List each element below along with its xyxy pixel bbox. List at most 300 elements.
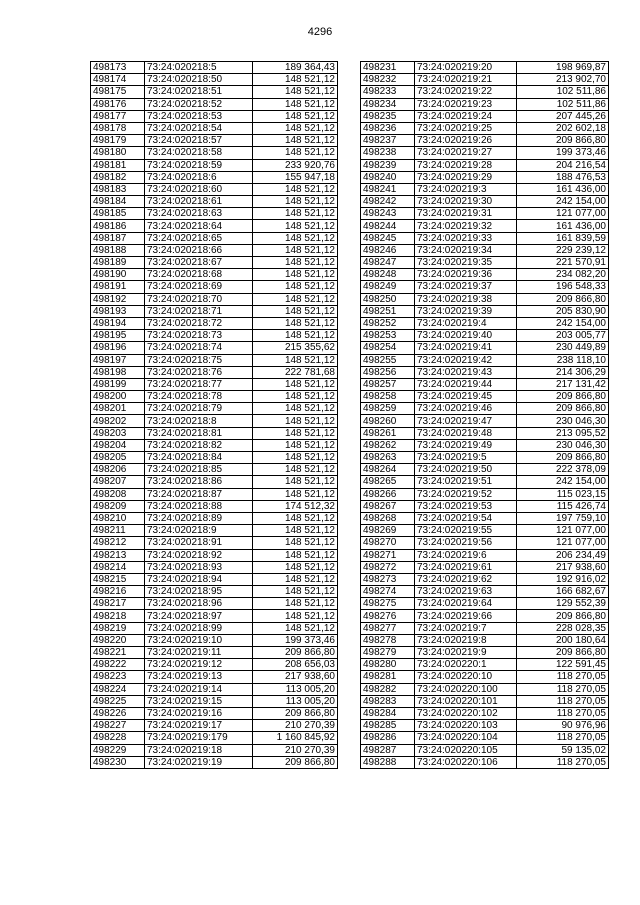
table-row [91, 452, 338, 464]
row-number: 498237 [361, 135, 415, 147]
cadastral-number: 73:24:020219:8 [415, 634, 517, 646]
table-row [91, 427, 338, 439]
cadastral-number: 73:24:020219:23 [415, 98, 517, 110]
row-number: 498221 [91, 647, 145, 659]
cadastral-number: 73:24:020219:4 [415, 317, 517, 329]
cadastral-number: 73:24:020219:31 [415, 208, 517, 220]
table-row [361, 232, 609, 244]
cadastral-value: 200 180,64 [517, 634, 609, 646]
row-number: 498175 [91, 86, 145, 98]
table-row [361, 573, 609, 585]
row-number: 498202 [91, 415, 145, 427]
cadastral-value: 115 426,74 [517, 500, 609, 512]
cadastral-number: 73:24:020218:78 [145, 391, 253, 403]
cadastral-value: 148 521,12 [253, 391, 338, 403]
cadastral-value: 209 866,80 [253, 647, 338, 659]
cadastral-number: 73:24:020219:47 [415, 415, 517, 427]
cadastral-number: 73:24:020219:37 [415, 281, 517, 293]
row-number: 498219 [91, 622, 145, 634]
table-row [361, 159, 609, 171]
row-number: 498216 [91, 586, 145, 598]
cadastral-number: 73:24:020219:14 [145, 683, 253, 695]
cadastral-value: 148 521,12 [253, 110, 338, 122]
cadastral-value: 113 005,20 [253, 695, 338, 707]
row-number: 498199 [91, 378, 145, 390]
cadastral-number: 73:24:020218:71 [145, 305, 253, 317]
table-row [361, 147, 609, 159]
table-row [361, 196, 609, 208]
cadastral-number: 73:24:020219:29 [415, 171, 517, 183]
table-row [361, 598, 609, 610]
cadastral-value: 174 512,32 [253, 500, 338, 512]
row-number: 498246 [361, 244, 415, 256]
cadastral-number: 73:24:020219:45 [415, 391, 517, 403]
table-row [361, 488, 609, 500]
cadastral-number: 73:24:020219:52 [415, 488, 517, 500]
cadastral-value: 121 077,00 [517, 525, 609, 537]
row-number: 498254 [361, 342, 415, 354]
cadastral-value: 198 969,87 [517, 62, 609, 74]
cadastral-value: 209 866,80 [253, 707, 338, 719]
table-row [91, 720, 338, 732]
cadastral-value: 148 521,12 [253, 378, 338, 390]
table-row [361, 512, 609, 524]
cadastral-number: 73:24:020218:64 [145, 220, 253, 232]
cadastral-number: 73:24:020219:50 [415, 464, 517, 476]
row-number: 498257 [361, 378, 415, 390]
table-row [91, 196, 338, 208]
table-row [361, 707, 609, 719]
row-number: 498228 [91, 732, 145, 744]
cadastral-value: 148 521,12 [253, 586, 338, 598]
cadastral-value: 148 521,12 [253, 525, 338, 537]
cadastral-value: 148 521,12 [253, 281, 338, 293]
table-row [361, 659, 609, 671]
row-number: 498256 [361, 366, 415, 378]
cadastral-number: 73:24:020218:94 [145, 573, 253, 585]
cadastral-value: 148 521,12 [253, 293, 338, 305]
table-row [91, 561, 338, 573]
cadastral-value: 118 270,05 [517, 732, 609, 744]
cadastral-number: 73:24:020219:25 [415, 122, 517, 134]
row-number: 498218 [91, 610, 145, 622]
row-number: 498273 [361, 573, 415, 585]
cadastral-number: 73:24:020218:65 [145, 232, 253, 244]
table-row [91, 378, 338, 390]
cadastral-number: 73:24:020218:96 [145, 598, 253, 610]
table-row [361, 476, 609, 488]
cadastral-number: 73:24:020219:39 [415, 305, 517, 317]
cadastral-value: 230 046,30 [517, 439, 609, 451]
table-row [361, 257, 609, 269]
cadastral-value: 188 476,53 [517, 171, 609, 183]
row-number: 498229 [91, 744, 145, 756]
cadastral-number: 73:24:020219:30 [415, 196, 517, 208]
row-number: 498223 [91, 671, 145, 683]
row-number: 498220 [91, 634, 145, 646]
cadastral-number: 73:24:020218:95 [145, 586, 253, 598]
cadastral-number: 73:24:020218:53 [145, 110, 253, 122]
cadastral-value: 209 866,80 [517, 610, 609, 622]
row-number: 498210 [91, 512, 145, 524]
cadastral-number: 73:24:020219:41 [415, 342, 517, 354]
row-number: 498201 [91, 403, 145, 415]
cadastral-number: 73:24:020219:54 [415, 512, 517, 524]
cadastral-value: 233 920,76 [253, 159, 338, 171]
table-row [91, 330, 338, 342]
cadastral-value: 213 902,70 [517, 74, 609, 86]
cadastral-value: 148 521,12 [253, 208, 338, 220]
table-row [361, 744, 609, 756]
cadastral-value: 148 521,12 [253, 439, 338, 451]
cadastral-number: 73:24:020219:34 [415, 244, 517, 256]
row-number: 498252 [361, 317, 415, 329]
cadastral-number: 73:24:020219:62 [415, 573, 517, 585]
cadastral-value: 217 938,60 [517, 561, 609, 573]
row-number: 498233 [361, 86, 415, 98]
row-number: 498231 [361, 62, 415, 74]
cadastral-number: 73:24:020219:3 [415, 183, 517, 195]
table-row [91, 244, 338, 256]
cadastral-number: 73:24:020218:52 [145, 98, 253, 110]
cadastral-number: 73:24:020218:60 [145, 183, 253, 195]
table-row [91, 415, 338, 427]
cadastral-value: 148 521,12 [253, 354, 338, 366]
cadastral-value: 113 005,20 [253, 683, 338, 695]
table-row [91, 183, 338, 195]
table-row [91, 622, 338, 634]
row-number: 498285 [361, 720, 415, 732]
cadastral-value: 203 005,77 [517, 330, 609, 342]
table-row [91, 476, 338, 488]
table-row [361, 220, 609, 232]
row-number: 498179 [91, 135, 145, 147]
table-row [91, 647, 338, 659]
cadastral-number: 73:24:020218:50 [145, 74, 253, 86]
row-number: 498177 [91, 110, 145, 122]
table-row [91, 683, 338, 695]
cadastral-number: 73:24:020219:61 [415, 561, 517, 573]
row-number: 498269 [361, 525, 415, 537]
cadastral-number: 73:24:020219:15 [145, 695, 253, 707]
row-number: 498253 [361, 330, 415, 342]
cadastral-number: 73:24:020218:72 [145, 317, 253, 329]
cadastral-number: 73:24:020218:51 [145, 86, 253, 98]
cadastral-value: 148 521,12 [253, 598, 338, 610]
table-row [91, 354, 338, 366]
cadastral-value: 210 270,39 [253, 720, 338, 732]
table-row [361, 391, 609, 403]
cadastral-value: 115 023,15 [517, 488, 609, 500]
row-number: 498188 [91, 244, 145, 256]
cadastral-value: 148 521,12 [253, 317, 338, 329]
row-number: 498194 [91, 317, 145, 329]
table-row [91, 232, 338, 244]
table-row [91, 695, 338, 707]
row-number: 498193 [91, 305, 145, 317]
row-number: 498180 [91, 147, 145, 159]
row-number: 498268 [361, 512, 415, 524]
cadastral-number: 73:24:020218:6 [145, 171, 253, 183]
table-row [361, 98, 609, 110]
table-row [361, 720, 609, 732]
table-row [361, 62, 609, 74]
row-number: 498203 [91, 427, 145, 439]
table-row [91, 610, 338, 622]
row-number: 498234 [361, 98, 415, 110]
cadastral-value: 214 306,29 [517, 366, 609, 378]
cadastral-number: 73:24:020219:6 [415, 549, 517, 561]
table-row [361, 378, 609, 390]
table-row [361, 647, 609, 659]
row-number: 498247 [361, 257, 415, 269]
table-row [361, 366, 609, 378]
row-number: 498286 [361, 732, 415, 744]
cadastral-value: 90 976,96 [517, 720, 609, 732]
row-number: 498283 [361, 695, 415, 707]
table-row [361, 110, 609, 122]
cadastral-value: 118 270,05 [517, 756, 609, 768]
cadastral-value: 155 947,18 [253, 171, 338, 183]
cadastral-value: 197 759,10 [517, 512, 609, 524]
cadastral-value: 207 445,26 [517, 110, 609, 122]
cadastral-number: 73:24:020219:63 [415, 586, 517, 598]
cadastral-value: 204 216,54 [517, 159, 609, 171]
table-row [91, 586, 338, 598]
cadastral-value: 148 521,12 [253, 512, 338, 524]
cadastral-number: 73:24:020218:70 [145, 293, 253, 305]
table-row [91, 634, 338, 646]
cadastral-number: 73:24:020219:51 [415, 476, 517, 488]
row-number: 498197 [91, 354, 145, 366]
cadastral-value: 161 436,00 [517, 183, 609, 195]
row-number: 498227 [91, 720, 145, 732]
row-number: 498267 [361, 500, 415, 512]
cadastral-value: 148 521,12 [253, 561, 338, 573]
cadastral-value: 221 570,91 [517, 257, 609, 269]
cadastral-number: 73:24:020218:93 [145, 561, 253, 573]
cadastral-value: 129 552,39 [517, 598, 609, 610]
cadastral-value: 242 154,00 [517, 317, 609, 329]
cadastral-number: 73:24:020218:54 [145, 122, 253, 134]
cadastral-number: 73:24:020219:24 [415, 110, 517, 122]
table-row [361, 244, 609, 256]
row-number: 498191 [91, 281, 145, 293]
row-number: 498198 [91, 366, 145, 378]
row-number: 498277 [361, 622, 415, 634]
cadastral-number: 73:24:020219:26 [415, 135, 517, 147]
cadastral-value: 148 521,12 [253, 220, 338, 232]
cadastral-number: 73:24:020219:48 [415, 427, 517, 439]
cadastral-value: 234 082,20 [517, 269, 609, 281]
cadastral-value: 148 521,12 [253, 622, 338, 634]
table-row [91, 464, 338, 476]
row-number: 498232 [361, 74, 415, 86]
row-number: 498278 [361, 634, 415, 646]
cadastral-value: 118 270,05 [517, 683, 609, 695]
cadastral-value: 148 521,12 [253, 135, 338, 147]
table-row [361, 695, 609, 707]
table-row [91, 659, 338, 671]
cadastral-value: 148 521,12 [253, 244, 338, 256]
cadastral-value: 102 511,86 [517, 98, 609, 110]
table-row [91, 281, 338, 293]
cadastral-number: 73:24:020219:66 [415, 610, 517, 622]
row-number: 498186 [91, 220, 145, 232]
cadastral-value: 148 521,12 [253, 610, 338, 622]
cadastral-number: 73:24:020220:101 [415, 695, 517, 707]
row-number: 498222 [91, 659, 145, 671]
table-row [361, 610, 609, 622]
row-number: 498213 [91, 549, 145, 561]
cadastral-value: 209 866,80 [517, 452, 609, 464]
table-row [91, 110, 338, 122]
cadastral-value: 118 270,05 [517, 707, 609, 719]
table-row [91, 488, 338, 500]
row-number: 498255 [361, 354, 415, 366]
cadastral-number: 73:24:020219:16 [145, 707, 253, 719]
table-row [91, 317, 338, 329]
table-row [361, 74, 609, 86]
cadastral-number: 73:24:020219:7 [415, 622, 517, 634]
row-number: 498212 [91, 537, 145, 549]
row-number: 498184 [91, 196, 145, 208]
cadastral-number: 73:24:020219:13 [145, 671, 253, 683]
row-number: 498200 [91, 391, 145, 403]
row-number: 498242 [361, 196, 415, 208]
register-table-right [360, 61, 609, 769]
cadastral-value: 148 521,12 [253, 573, 338, 585]
cadastral-value: 209 866,80 [517, 391, 609, 403]
row-number: 498258 [361, 391, 415, 403]
row-number: 498250 [361, 293, 415, 305]
table-row [91, 135, 338, 147]
row-number: 498225 [91, 695, 145, 707]
cadastral-number: 73:24:020218:81 [145, 427, 253, 439]
table-row [91, 671, 338, 683]
row-number: 498243 [361, 208, 415, 220]
cadastral-number: 73:24:020218:73 [145, 330, 253, 342]
cadastral-number: 73:24:020219:38 [415, 293, 517, 305]
row-number: 498241 [361, 183, 415, 195]
cadastral-number: 73:24:020218:79 [145, 403, 253, 415]
row-number: 498264 [361, 464, 415, 476]
table-row [361, 586, 609, 598]
row-number: 498288 [361, 756, 415, 768]
row-number: 498265 [361, 476, 415, 488]
row-number: 498276 [361, 610, 415, 622]
cadastral-value: 118 270,05 [517, 671, 609, 683]
cadastral-number: 73:24:020218:82 [145, 439, 253, 451]
cadastral-number: 73:24:020219:22 [415, 86, 517, 98]
table-row [361, 500, 609, 512]
cadastral-number: 73:24:020219:43 [415, 366, 517, 378]
row-number: 498240 [361, 171, 415, 183]
cadastral-value: 148 521,12 [253, 257, 338, 269]
table-row [91, 403, 338, 415]
row-number: 498238 [361, 147, 415, 159]
row-number: 498173 [91, 62, 145, 74]
cadastral-number: 73:24:020218:85 [145, 464, 253, 476]
cadastral-number: 73:24:020219:21 [415, 74, 517, 86]
cadastral-value: 215 355,62 [253, 342, 338, 354]
table-row [361, 756, 609, 768]
cadastral-number: 73:24:020218:57 [145, 135, 253, 147]
cadastral-number: 73:24:020220:103 [415, 720, 517, 732]
cadastral-value: 148 521,12 [253, 415, 338, 427]
cadastral-value: 192 916,02 [517, 573, 609, 585]
cadastral-value: 206 234,49 [517, 549, 609, 561]
cadastral-number: 73:24:020218:91 [145, 537, 253, 549]
cadastral-number: 73:24:020219:27 [415, 147, 517, 159]
cadastral-number: 73:24:020218:89 [145, 512, 253, 524]
row-number: 498259 [361, 403, 415, 415]
table-row [91, 598, 338, 610]
table-row [361, 427, 609, 439]
cadastral-value: 148 521,12 [253, 269, 338, 281]
cadastral-value: 199 373,46 [517, 147, 609, 159]
cadastral-value: 148 521,12 [253, 549, 338, 561]
row-number: 498207 [91, 476, 145, 488]
cadastral-number: 73:24:020219:44 [415, 378, 517, 390]
cadastral-number: 73:24:020218:74 [145, 342, 253, 354]
table-row [361, 549, 609, 561]
table-row [91, 512, 338, 524]
cadastral-value: 148 521,12 [253, 122, 338, 134]
cadastral-value: 148 521,12 [253, 196, 338, 208]
table-row [361, 281, 609, 293]
cadastral-value: 148 521,12 [253, 305, 338, 317]
table-row [91, 74, 338, 86]
cadastral-number: 73:24:020218:61 [145, 196, 253, 208]
table-row [91, 342, 338, 354]
cadastral-value: 161 436,00 [517, 220, 609, 232]
row-number: 498204 [91, 439, 145, 451]
cadastral-number: 73:24:020219:35 [415, 257, 517, 269]
row-number: 498178 [91, 122, 145, 134]
cadastral-number: 73:24:020218:75 [145, 354, 253, 366]
cadastral-value: 148 521,12 [253, 537, 338, 549]
table-row [361, 671, 609, 683]
cadastral-value: 148 521,12 [253, 147, 338, 159]
cadastral-number: 73:24:020219:12 [145, 659, 253, 671]
row-number: 498271 [361, 549, 415, 561]
row-number: 498280 [361, 659, 415, 671]
cadastral-value: 217 938,60 [253, 671, 338, 683]
table-row [91, 171, 338, 183]
table-row [361, 634, 609, 646]
row-number: 498249 [361, 281, 415, 293]
cadastral-number: 73:24:020218:66 [145, 244, 253, 256]
register-table-left [90, 61, 338, 769]
cadastral-value: 148 521,12 [253, 330, 338, 342]
row-number: 498261 [361, 427, 415, 439]
cadastral-value: 189 364,43 [253, 62, 338, 74]
table-row [91, 220, 338, 232]
row-number: 498190 [91, 269, 145, 281]
cadastral-number: 73:24:020218:5 [145, 62, 253, 74]
row-number: 498189 [91, 257, 145, 269]
row-number: 498181 [91, 159, 145, 171]
row-number: 498205 [91, 452, 145, 464]
cadastral-number: 73:24:020219:32 [415, 220, 517, 232]
table-row [361, 403, 609, 415]
table-row [361, 464, 609, 476]
cadastral-value: 148 521,12 [253, 452, 338, 464]
cadastral-value: 242 154,00 [517, 196, 609, 208]
cadastral-number: 73:24:020218:87 [145, 488, 253, 500]
row-number: 498263 [361, 452, 415, 464]
